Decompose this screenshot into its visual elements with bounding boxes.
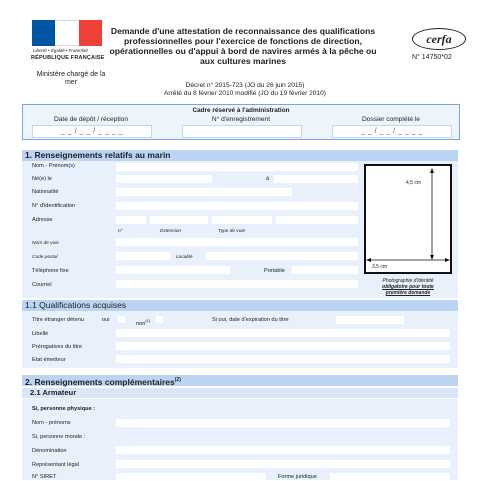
- birth-date-label: Né(e) le: [32, 176, 52, 182]
- section-1-header: 1. Renseignements relatifs au marin: [22, 150, 458, 161]
- owner-names-label: Nom - prénoms: [32, 420, 71, 426]
- completed-date-field[interactable]: _ _ / _ _ / _ _ _ _: [332, 125, 452, 138]
- denomination-field[interactable]: [116, 446, 450, 454]
- photo-box[interactable]: [364, 164, 452, 274]
- identification-label: N° d'identification: [32, 203, 76, 209]
- libelle-field[interactable]: [116, 329, 450, 337]
- form-title: Demande d'une attestation de reconnaissance des qualifications professionnelles pour l'exercice de fonctions de direction, opérationnelles ou d'appui à bord de navires armés à la pêche ou aux cultures marines: [109, 26, 377, 66]
- postcode-label: Code postal: [32, 255, 58, 260]
- legal-rep-label: Représentant légal: [32, 462, 79, 468]
- libelle-label: Libellé: [32, 331, 49, 337]
- completed-date-label: Dossier complété le: [362, 116, 420, 123]
- phone-field[interactable]: [116, 266, 230, 274]
- photo-caption-line1: Photographie d'identité: [382, 278, 434, 284]
- photo-height-label: 4,5 cm: [406, 180, 422, 186]
- email-field[interactable]: [116, 280, 358, 288]
- name-field[interactable]: [116, 163, 358, 171]
- deposit-date-field[interactable]: _ _ / _ _ / _ _ _ _: [32, 125, 152, 138]
- postcode-field[interactable]: [116, 252, 170, 260]
- mobile-field[interactable]: [292, 266, 358, 274]
- birth-place-label: à: [266, 176, 270, 182]
- birth-date-field[interactable]: [116, 175, 212, 183]
- nationality-label: Nationalité: [32, 189, 59, 195]
- city-field[interactable]: [206, 252, 358, 260]
- photo-caption-line3: première demande: [385, 290, 431, 296]
- foreign-title-label: Titre étranger détenu: [32, 317, 85, 323]
- identification-field[interactable]: [116, 202, 358, 210]
- owner-names-field[interactable]: [116, 419, 450, 427]
- photo-caption-line2: obligatoire pour toute: [382, 284, 434, 290]
- issuing-state-label: Etat émetteur: [32, 357, 66, 363]
- admin-box-title: Cadre réservé à l'administration: [192, 107, 290, 114]
- deposit-date-label: Date de dépôt / réception: [53, 116, 129, 123]
- cerfa-logo: cerfa: [412, 28, 466, 50]
- legal-form-label: Forme juridique: [278, 474, 317, 480]
- decree-2: Arrêté du 8 février 2010 modifié (JO du 19 février 2010): [164, 90, 326, 97]
- prerogatives-label: Prérogatives du titre: [32, 344, 83, 350]
- registration-number-field[interactable]: [182, 125, 302, 138]
- yes-label: oui: [102, 317, 110, 323]
- registration-number-label: N° d'enregistrement: [211, 116, 271, 123]
- photo-width-label: 3,5 cm: [372, 264, 388, 270]
- decree-1: Décret n° 2015-723 (JO du 26 juin 2015): [185, 82, 305, 89]
- issuing-state-field[interactable]: [116, 355, 450, 363]
- address-number-field[interactable]: [116, 216, 146, 224]
- french-flag-icon: [32, 20, 102, 46]
- ministry-label: Ministère chargé de la mer: [36, 71, 106, 86]
- yes-checkbox[interactable]: [118, 316, 125, 323]
- denomination-label: Dénomination: [32, 448, 67, 454]
- address-extra-field[interactable]: [276, 216, 358, 224]
- address-extension-hint: Extension: [160, 229, 182, 234]
- admin-reserved-box: [22, 104, 460, 140]
- photo-caption: [360, 278, 456, 296]
- republic-motto: Liberté • Égalité • Fraternité: [33, 48, 88, 53]
- no-checkbox[interactable]: [156, 316, 163, 323]
- legal-rep-field[interactable]: [116, 460, 450, 468]
- address-label: Adresse: [32, 217, 53, 223]
- phone-label: Téléphone fixe: [32, 268, 69, 274]
- nationality-field[interactable]: [116, 188, 292, 196]
- section-1-1-header: 1.1 Qualifications acquises: [22, 300, 458, 311]
- section-2-header: 2. Renseignements complémentaires$^{(2)}$: [22, 375, 458, 386]
- city-label: Localité: [176, 255, 193, 260]
- decree-references: [120, 82, 370, 98]
- address-type-field[interactable]: [212, 216, 272, 224]
- section-2-1-header: 2.1 Armateur: [22, 388, 458, 398]
- republic-name: RÉPUBLIQUE FRANÇAISE: [31, 55, 105, 61]
- name-label: Nom - Prénom(s): [32, 163, 75, 169]
- prerogatives-field[interactable]: [116, 342, 450, 350]
- expiry-date-field[interactable]: [336, 316, 404, 324]
- cerfa-number: N° 14750*02: [412, 54, 452, 61]
- siret-label: N° SIRET: [32, 474, 57, 480]
- address-type-hint: Type de voie: [218, 229, 246, 234]
- no-label: non$^{(1)}$: [136, 318, 151, 327]
- address-number-hint: n°: [118, 229, 123, 234]
- address-extension-field[interactable]: [150, 216, 208, 224]
- moral-person-label: Si, personne morale :: [32, 434, 86, 440]
- street-field[interactable]: [116, 238, 358, 246]
- email-label: Courriel: [32, 282, 52, 288]
- expiry-date-label: Si oui, date d'expiration du titre: [212, 317, 289, 323]
- street-label: Nom de voie: [32, 241, 59, 246]
- physical-person-label: Si, personne physique :: [32, 406, 96, 412]
- birth-place-field[interactable]: [274, 175, 358, 183]
- mobile-label: Portable: [264, 268, 285, 274]
